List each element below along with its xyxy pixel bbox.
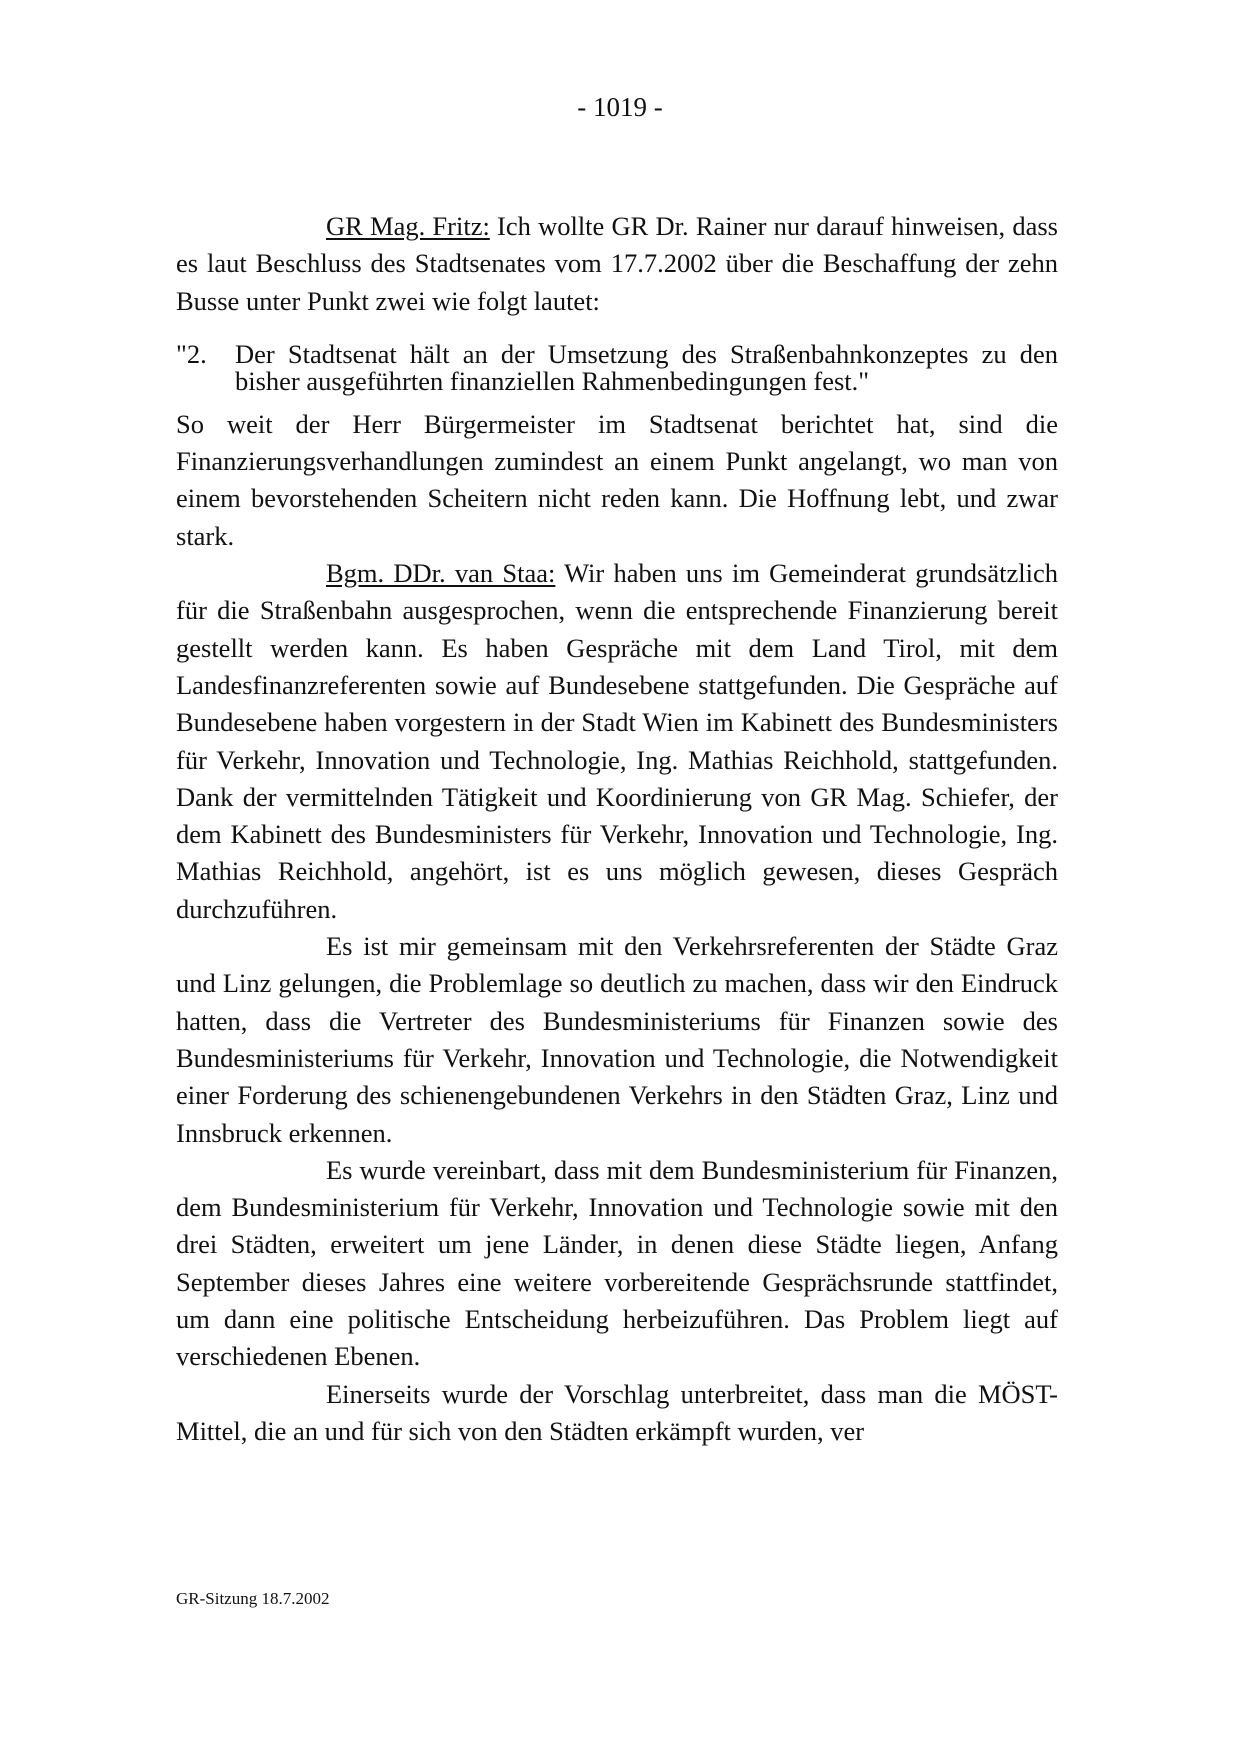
footer-session-date: GR-Sitzung 18.7.2002 [176,1589,330,1608]
paragraph-text: Es wurde vereinbart, dass mit dem Bundesministerium für Finanzen, dem Bundesministerium für Verkehr, Innovation und Technologie sowie mit den drei Städten, erweitert um jene Länder, in denen diese Städte liegen, Anfang September dieses Jahres eine weitere vorbereitende Gesprächsrunde stattfindet, um dann eine politische Entscheidung herbeizuführen. Das Problem liegt auf verschiedenen Ebenen. [176,1154,1058,1372]
speaker-name: Bgm. DDr. van Staa: [326,558,556,589]
paragraph-text: Ich wollte GR Dr. Rainer nur darauf hinweisen, dass es laut Beschluss des Stadtsenates vom 17.7.2002 über die Beschaffung der zehn Busse unter Punkt zwei wie folgt lautet: [176,211,1058,316]
paragraph-fritz [176,208,1058,320]
paragraph-van-staa [176,555,1058,928]
document-body [176,208,1058,1450]
paragraph-continuation [176,406,1058,555]
paragraph-text: So weit der Herr Bürgermeister im Stadtsenat berichtet hat, sind die Finanzierungsverhandlungen zumindest an einem Punkt angelangt, wo man von einem bevorstehenden Scheitern nicht reden kann. Die Hoffnung lebt, und zwar stark. [176,408,1058,551]
quoted-resolution [176,338,1058,396]
paragraph-text: Es ist mir gemeinsam mit den Verkehrsreferenten der Städte Graz und Linz gelungen, die Problemlage so deutlich zu machen, dass wir den Eindruck hatten, dass die Vertreter des Bundesministeriums für Finanzen sowie des Bundesministeriums für Verkehr, Innovation und Technologie, die Notwendigkeit einer Forderung des schienengebundenen Verkehrs in den Städten Graz, Linz und Innsbruck erkennen. [176,931,1058,1148]
paragraph [176,928,1058,1152]
quote-text: Der Stadtsenat hält an der Umsetzung des Straßenbahnkonzeptes zu den bisher ausgeführten finanziellen Rahmenbedingungen fest." [235,338,1058,396]
page-number: - 1019 - [577,92,663,122]
speaker-name: GR Mag. Fritz: [326,211,490,241]
quote-number: "2. [176,338,207,369]
paragraph [176,1376,1058,1451]
paragraph [176,1152,1058,1376]
paragraph-text: Wir haben uns im Gemeinderat grundsätzlich für die Straßenbahn ausgesprochen, wenn die entsprechende Finanzierung bereit gestellt werden kann. Es haben Gespräche mit dem Land Tirol, mit dem Landesfinanzreferenten sowie auf Bundesebene stattgefunden. Die Gespräche auf Bundesebene haben vorgestern in der Stadt Wien im Kabinett des Bundesministers für Verkehr, Innovation und Technologie, Ing. Mathias Reichhold, stattgefunden. Dank der vermittelnden Tätigkeit und Koordinierung von GR Mag. Schiefer, der dem Kabinett des Bundesministers für Verkehr, Innovation und Technologie, Ing. Mathias Reichhold, angehört, ist es uns möglich gewesen, dieses Gespräch durchzuführen. [176,558,1058,924]
paragraph-text: Einerseits wurde der Vorschlag unterbreitet, dass man die MÖST-Mittel, die an und für sich von den Städten erkämpft wurden, ver [176,1378,1058,1446]
